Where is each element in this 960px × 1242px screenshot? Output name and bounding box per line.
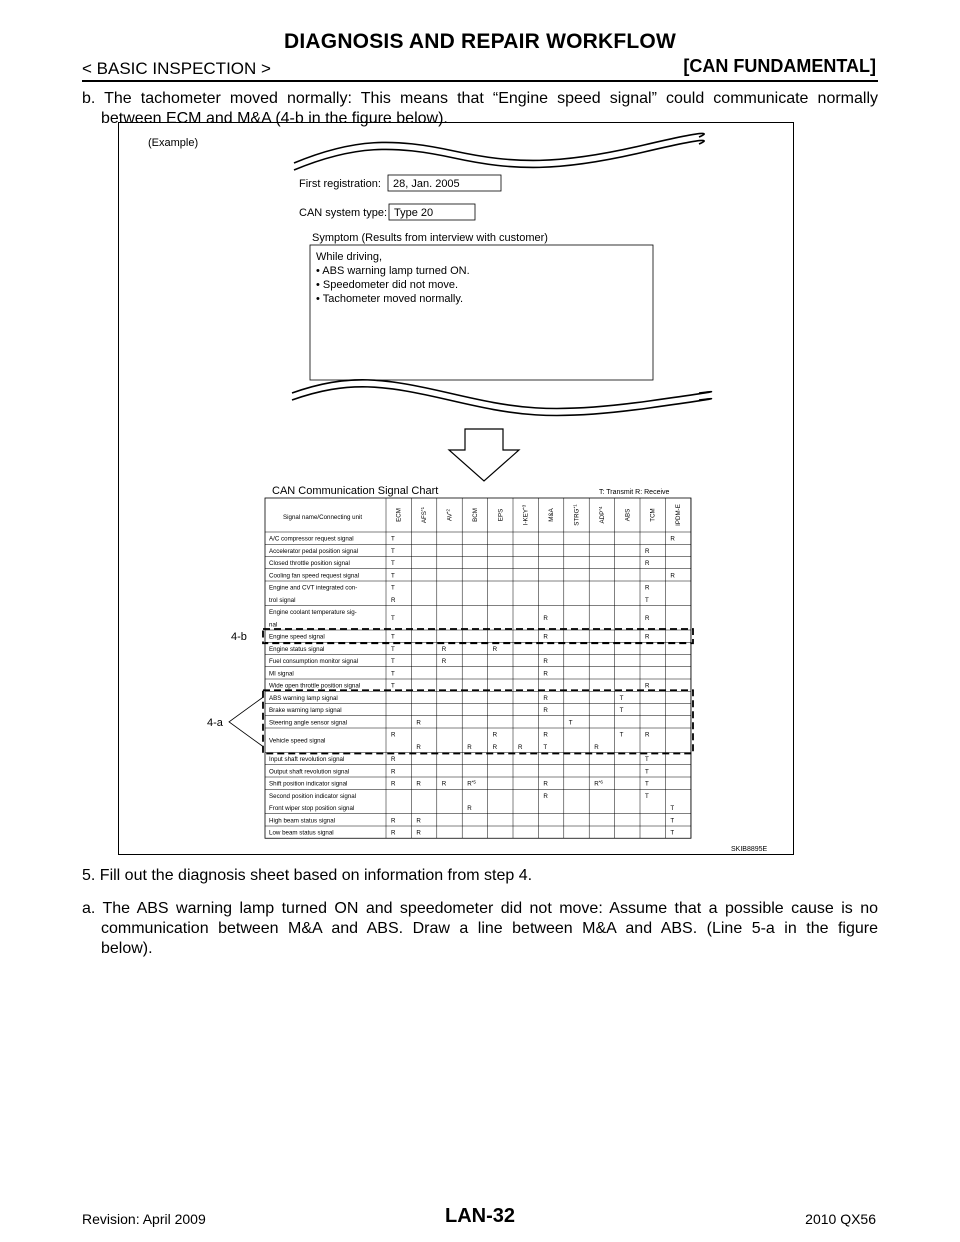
chart-cell-value: R <box>492 731 498 739</box>
chart-cell-value: R <box>416 780 421 788</box>
callout-4a-label: 4-a <box>207 716 223 729</box>
chart-cell-value: R <box>543 694 548 702</box>
chart-cell-value: T <box>543 743 548 751</box>
chart-column-header: BCM <box>471 508 479 522</box>
paragraph-line: below). <box>101 940 153 957</box>
chart-column-header: ADP$^{*4}$ <box>597 506 606 524</box>
chart-cell-value: R <box>391 731 396 739</box>
paragraph-line: a. The ABS warning lamp turned ON and speedometer did not move: Assume that a possible cause is no <box>82 900 878 917</box>
chart-row-label: Front wiper stop position signal <box>269 805 355 813</box>
symptom-line: • Speedometer did not move. <box>316 279 459 291</box>
chart-column-header: STRG$^{*1}$ <box>572 504 581 526</box>
chart-cell-value: R <box>645 584 650 592</box>
chart-row-label: Engine speed signal <box>269 633 325 641</box>
callout-4b-box <box>263 629 693 643</box>
chart-cell-value: R <box>391 829 396 837</box>
callout-4b-label: 4-b <box>231 631 247 644</box>
chart-row-label: MI signal <box>269 670 294 678</box>
chart-cell-value: T <box>670 817 675 825</box>
chart-cell-value: T <box>645 768 649 776</box>
down-arrow-icon <box>449 429 519 481</box>
example-label: (Example) <box>148 137 199 149</box>
chart-cell-value: T <box>391 560 395 568</box>
section-category: [CAN FUNDAMENTAL] <box>683 56 876 76</box>
chart-cell-value: R <box>645 682 650 690</box>
chart-cell-value: R <box>670 572 675 580</box>
tear-line <box>294 133 704 163</box>
chart-cell-value: R <box>441 780 447 788</box>
chart-row-label: Brake warning lamp signal <box>269 707 342 715</box>
chart-cell-value: $R^{*6}$ <box>594 779 603 788</box>
chart-cell-value: R <box>467 805 472 813</box>
figure-id: SKIB8895E <box>731 846 768 853</box>
first-registration-value: 28, Jan. 2005 <box>393 178 460 190</box>
first-registration-label: First registration: <box>299 178 381 190</box>
chart-cell-value: T <box>670 829 675 837</box>
chart-cell-value: R <box>645 633 650 641</box>
chart-cell-value: T <box>391 645 395 653</box>
chart-cell-value: $R^{*5}$ <box>467 779 476 788</box>
chart-cell-value: R <box>441 645 447 653</box>
chart-cell-value: T <box>391 633 395 641</box>
chart-cell-value: R <box>416 817 421 825</box>
chart-column-header: ABS <box>624 508 632 522</box>
chart-row-label: Cooling fan speed request signal <box>269 572 360 580</box>
paragraph-line: communication between M&A and ABS. Draw a line between M&A and ABS. (Line 5-a in the figure <box>101 920 878 937</box>
chart-cell-value: R <box>543 615 548 623</box>
signal-chart-table <box>265 498 691 838</box>
chart-legend: T: Transmit R: Receive <box>599 489 670 496</box>
page-title: DIAGNOSIS AND REPAIR WORKFLOW <box>284 30 676 53</box>
chart-column-header: I-KEY$^{*3}$ <box>521 504 530 526</box>
chart-cell-value: R <box>467 743 472 751</box>
chart-cell-value: R <box>645 547 650 555</box>
chart-cell-value: R <box>645 731 650 739</box>
chart-column-header: TCM <box>649 508 657 522</box>
chart-cell-value: R <box>391 596 396 604</box>
chart-row-label: Shift position indicator signal <box>269 780 348 788</box>
chart-cell-value: R <box>416 829 421 837</box>
chart-cell-value: R <box>645 615 650 623</box>
chart-cell-value: T <box>391 572 395 580</box>
chart-cell-value: T <box>645 780 649 788</box>
chart-cell-value: T <box>645 756 649 764</box>
breadcrumb: < BASIC INSPECTION > <box>82 59 271 78</box>
chart-row-label: A/C compressor request signal <box>269 535 354 543</box>
chart-row-label: Wide open throttle position signal <box>269 682 361 690</box>
step-5-text: 5. Fill out the diagnosis sheet based on information from step 4. <box>82 867 533 884</box>
chart-cell-value: R <box>391 768 396 776</box>
symptom-line: While driving, <box>316 251 383 263</box>
callout-4a-pointer <box>229 697 263 746</box>
chart-cell-value: R <box>441 658 447 666</box>
chart-column-header: IPDM-E <box>675 504 683 526</box>
diagnosis-sheet-figure <box>118 122 794 855</box>
chart-cell-value: R <box>492 743 498 751</box>
chart-row-label: Low beam status signal <box>269 829 334 837</box>
chart-cell-value: T <box>391 682 395 690</box>
chart-row-label: Engine and CVT integrated con- <box>269 584 358 592</box>
chart-cell-value: T <box>391 547 395 555</box>
symptom-label: Symptom (Results from interview with customer) <box>312 232 548 244</box>
chart-cell-value: R <box>543 633 548 641</box>
chart-cell-value: T <box>391 615 395 623</box>
chart-cell-value: R <box>492 645 498 653</box>
footer-revision: Revision: April 2009 <box>82 1211 206 1227</box>
chart-row-label: High beam status signal <box>269 817 336 825</box>
symptom-line: • ABS warning lamp turned ON. <box>316 265 470 277</box>
chart-column-header: AFS$^{*1}$ <box>420 506 429 524</box>
chart-cell-value: T <box>391 670 395 678</box>
chart-column-header: ECM <box>395 508 403 522</box>
footer-page-number: LAN-32 <box>444 1205 515 1227</box>
chart-row-label: Engine status signal <box>269 645 325 653</box>
chart-cell-value: R <box>594 743 599 751</box>
chart-cell-value: T <box>670 805 675 813</box>
chart-cell-value: R <box>645 560 650 568</box>
chart-cell-value: T <box>391 584 395 592</box>
chart-column-header: EPS <box>497 508 505 522</box>
chart-cell-value: R <box>543 670 548 678</box>
chart-cell-value: R <box>391 780 396 788</box>
paragraph-line: between ECM and M&A (4-b in the figure below). <box>101 110 448 127</box>
chart-cell-value: R <box>391 817 396 825</box>
chart-row-label: Output shaft revolution signal <box>269 768 350 776</box>
chart-row-label: Accelerator pedal position signal <box>269 547 359 555</box>
chart-cell-value: T <box>619 731 624 739</box>
chart-cell-value: R <box>543 731 548 739</box>
tear-line <box>292 380 712 409</box>
chart-cell-value: R <box>416 743 421 751</box>
chart-header-label: Signal name/Connecting unit <box>283 514 363 521</box>
chart-column-header: M&A <box>548 508 556 522</box>
chart-cell-value: T <box>619 694 624 702</box>
chart-row-label: trol signal <box>269 596 296 604</box>
paragraph-step-a <box>82 899 878 959</box>
chart-cell-value: T <box>391 535 395 543</box>
chart-column-header: AV$^{*2}$ <box>445 508 454 522</box>
chart-cell-value: R <box>543 707 548 715</box>
figure-drawing <box>119 123 795 856</box>
chart-cell-value: T <box>645 596 649 604</box>
chart-row-label: Second position indicator signal <box>269 792 357 800</box>
chart-row-label: ABS warning lamp signal <box>269 694 338 702</box>
chart-row-label: Input shaft revolution signal <box>269 756 345 764</box>
chart-row-label: Vehicle speed signal <box>269 737 326 745</box>
chart-cell-value: T <box>391 658 395 666</box>
paragraph-line: b. The tachometer moved normally: This means that “Engine speed signal” could communicate normally <box>82 90 878 107</box>
chart-row-label: Fuel consumption monitor signal <box>269 658 359 666</box>
chart-cell-value: R <box>518 743 523 751</box>
chart-cell-value: R <box>391 756 396 764</box>
chart-cell-value: T <box>619 707 624 715</box>
symptom-line: • Tachometer moved normally. <box>316 293 464 305</box>
chart-cell-value: R <box>543 780 548 788</box>
chart-cell-value: R <box>543 792 548 800</box>
chart-cell-value: T <box>568 719 573 727</box>
can-system-type-label: CAN system type: <box>299 207 388 219</box>
chart-row-label: Closed throttle position signal <box>269 560 350 568</box>
chart-cell-value: T <box>645 792 649 800</box>
chart-title: CAN Communication Signal Chart <box>272 485 439 497</box>
footer-model: 2010 QX56 <box>805 1211 876 1227</box>
chart-cell-value: R <box>416 719 421 727</box>
header-divider <box>82 80 878 82</box>
can-system-type-value: Type 20 <box>394 207 434 219</box>
chart-row-label: Steering angle sensor signal <box>269 719 348 727</box>
chart-cell-value: R <box>670 535 675 543</box>
chart-cell-value: R <box>543 658 548 666</box>
chart-row-label: Engine coolant temperature sig- <box>269 609 357 617</box>
chart-row-label: nal <box>269 621 278 629</box>
